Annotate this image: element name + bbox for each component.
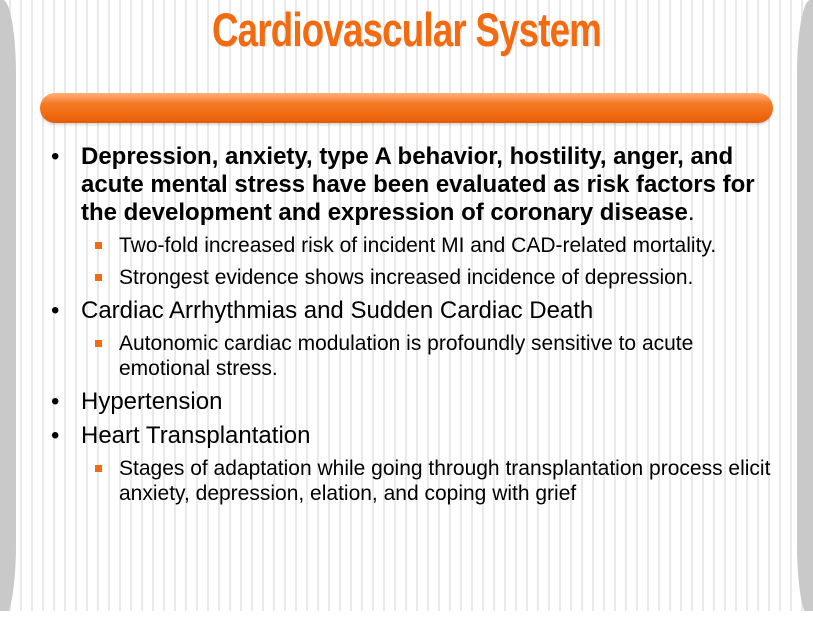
sub-bullet-text: Autonomic cardiac modulation is profoundly sensitive to acute emotional stress.	[119, 332, 694, 380]
bullet-hypertension	[45, 388, 785, 416]
slide-title: Cardiovascular System	[211, 3, 602, 56]
bottom-edge	[0, 611, 813, 619]
bullet-marker: •	[51, 297, 60, 324]
bullet-marker: •	[51, 422, 60, 449]
title-underline-bar	[40, 93, 773, 123]
sub-bullet-text: Stages of adaptation while going through transplantation process elicit anxiety, depression, elation, and coping with grief	[119, 457, 771, 505]
bullet-text: Cardiac Arrhythmias and Sudden Cardiac Death	[81, 297, 594, 324]
sub-bullet	[45, 233, 785, 258]
sub-bullet	[45, 331, 785, 381]
bullet-text: Depression, anxiety, type A behavior, hostility, anger, and acute mental stress have been evaluated as risk factors for the development and expression of coronary disease	[81, 143, 755, 226]
sub-bullet	[45, 265, 785, 290]
left-decorative-bar	[0, 0, 16, 619]
bullet-risk-factors	[45, 143, 785, 227]
bullet-heart-transplantation	[45, 422, 785, 450]
bullet-marker: •	[51, 388, 60, 415]
bullet-marker: •	[51, 143, 60, 170]
square-bullet-icon	[95, 465, 102, 472]
square-bullet-icon	[95, 340, 102, 347]
square-bullet-icon	[95, 242, 102, 249]
sub-bullet-text: Two-fold increased risk of incident MI and CAD-related mortality.	[119, 234, 717, 257]
sub-bullet	[45, 456, 785, 506]
sub-bullet-text: Strongest evidence shows increased incidence of depression.	[119, 266, 694, 289]
bullet-text: Hypertension	[81, 388, 223, 415]
bullet-text-tail: .	[687, 199, 695, 226]
square-bullet-icon	[95, 274, 102, 281]
right-decorative-bar	[797, 0, 813, 619]
slide-content	[45, 143, 785, 513]
bullet-arrhythmias	[45, 297, 785, 325]
bullet-text: Heart Transplantation	[81, 422, 311, 449]
